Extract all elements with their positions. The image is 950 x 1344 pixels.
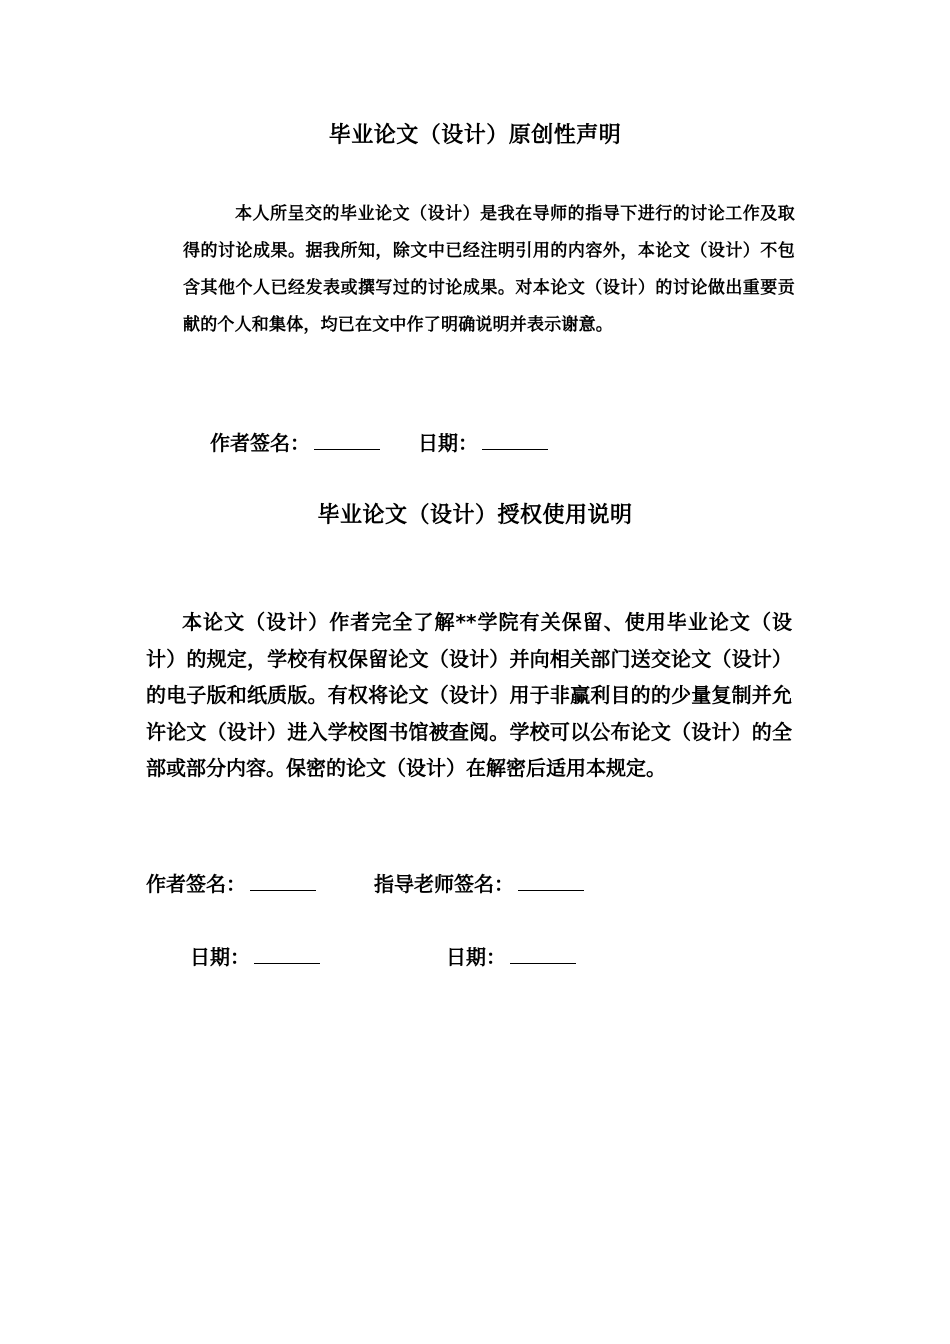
author-signature-label: 作者签名：	[146, 872, 246, 896]
originality-declaration-body: 本人所呈交的毕业论文（设计）是我在导师的指导下进行的讨论工作及取得的讨论成果。据我所知，除文中已经注明引用的内容外，本论文（设计）不包含其他个人已经发表或撰写过的讨论成果。对本论文（设计）的讨论做出重要贡献的个人和集体，均已在文中作了明确说明并表示谢意。	[183, 204, 795, 335]
date-blank	[482, 431, 548, 450]
declaration-author-signature	[210, 427, 380, 456]
authorization-body: 本论文（设计）作者完全了解**学院有关保留、使用毕业论文（设计）的规定，学校有权保留论文（设计）并向相关部门送交论文（设计）的电子版和纸质版。有权将论文（设计）用于非赢利目的的少量复制并允许论文（设计）进入学校图书馆被查阅。学校可以公布论文（设计）的全部或部分内容。保密的论文（设计）在解密后适用本规定。	[146, 610, 792, 780]
author-signature-label: 作者签名：	[210, 431, 310, 455]
originality-declaration-title: 毕业论文（设计）原创性声明	[328, 123, 622, 148]
date-label: 日期：	[446, 945, 506, 969]
date-label: 日期：	[190, 945, 250, 969]
authorization-author-date	[190, 941, 320, 970]
authorization-title: 毕业论文（设计）授权使用说明	[317, 503, 633, 528]
authorization-advisor-signature	[374, 868, 584, 897]
date-blank	[254, 945, 320, 964]
authorization-advisor-date	[446, 941, 576, 970]
date-blank	[510, 945, 576, 964]
authorization-author-signature	[146, 868, 316, 897]
advisor-signature-label: 指导老师签名：	[374, 872, 514, 896]
declaration-date	[418, 427, 548, 456]
author-signature-blank	[250, 872, 316, 891]
advisor-signature-blank	[518, 872, 584, 891]
date-label: 日期：	[418, 431, 478, 455]
author-signature-blank	[314, 431, 380, 450]
